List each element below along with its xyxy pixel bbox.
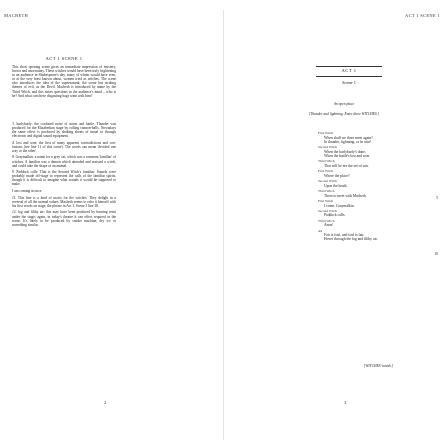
verse-line: That will be ere the set of sun. xyxy=(324,163,369,168)
speaker-name: Second Witch xyxy=(318,144,337,149)
act-rule-bottom xyxy=(316,76,382,77)
verse-line: Hover through the fog and filthy air. xyxy=(324,237,378,242)
act-title: ACT 1 xyxy=(341,68,357,73)
speech xyxy=(318,132,428,144)
speaker-name: First Witch xyxy=(318,168,334,173)
note-text: This line is a kind of motto for the witches. They delight in a reversal of all the normal values. Macbeth seems to echo it himself with his first words on stage, the phrase in Act 1, Scene 3 line 38. xyxy=(12,195,116,208)
page-number: 3 xyxy=(344,400,347,405)
speech xyxy=(318,180,428,188)
verse-line: When shall we three meet again? xyxy=(324,135,373,140)
speaker-name: Third Witch xyxy=(318,188,335,193)
note-ref: 8. xyxy=(12,155,15,160)
speaker-name: All xyxy=(318,228,323,233)
exit-stage-direction: [WITCHES vanish.] xyxy=(364,364,394,368)
running-head: ACT 1 SCENE 1 xyxy=(405,13,440,18)
note-text: This short opening scene gives an immediate impression of mystery, horror and uncertainty. These witches would have been truly frightening to an audience in Shakespeare's day, many of whom would have seen, or at the very least known about, women tried as witches. The scene also introduces the idea of the supernatural; the scene has striking themes of evil, as the Devil. Macbeth is introduced by name by the Third Witch, and this raises questions in the audience's mind – who is he? And what can these disgusting hags want with him? xyxy=(12,65,116,98)
scene-title: Scene 1 xyxy=(342,80,356,85)
commentary-note xyxy=(12,196,116,208)
speech xyxy=(318,220,428,228)
speech xyxy=(318,210,428,218)
line-number: 10 xyxy=(434,252,438,256)
verse-line: There to meet with Macbeth. xyxy=(324,193,367,198)
speech xyxy=(318,170,428,178)
note-ref: 12. xyxy=(12,210,17,215)
speech xyxy=(318,230,428,242)
commentary-note xyxy=(12,210,116,226)
location-direction: An open place xyxy=(333,102,355,106)
commentary-note xyxy=(12,122,116,138)
note-text: hurlyburly: the confused noise of storm and battle. Thunder was produced for the Elizabethan stage by rolling cannon-balls. Nowadays the same effect is produced by shaking sheets of metal or through electronic and digital sound equipment. xyxy=(12,121,117,139)
commentary-note xyxy=(12,65,116,98)
note-ref: 4. xyxy=(12,140,15,145)
note-ref: 3. xyxy=(12,121,15,126)
note-ref: 11. xyxy=(12,195,17,200)
commentary-note xyxy=(12,170,116,186)
verse-line: In thunder, lightning, or in rain? xyxy=(324,139,372,144)
verse-line: When the battle's lost and won. xyxy=(324,153,371,158)
act-rule-top xyxy=(316,66,382,67)
commentary-note xyxy=(12,141,116,153)
speaker-name: First Witch xyxy=(318,131,334,135)
note-text: I am coming at once. xyxy=(12,189,43,194)
verse-line: Fair is foul, and foul is fair, xyxy=(324,233,365,238)
speaker-name: Second Witch xyxy=(318,178,337,183)
commentary-note xyxy=(12,155,116,167)
note-text: Paddock calls: That is the Second Witch's familiar. Sounds were probably made off-stage to represent the calls of the familiar spirits, though it is difficult to imagine what sounds it would be supposed to make. xyxy=(12,170,116,187)
commentary-column xyxy=(12,56,116,229)
line-number: 5 xyxy=(436,196,438,200)
right-page xyxy=(224,0,448,448)
commentary-heading: ACT 1 SCENE 1 xyxy=(45,56,83,61)
verse-line: I come, Graymalkin. xyxy=(324,203,355,208)
note-text: fog and filthy air: this may have been produced by burning resin under the stage; again, in today's theatre it can effect required in the scene. It's likely to be produced by smoke machine, dry ice or something similar. xyxy=(12,210,116,227)
running-head: MACBETH xyxy=(4,13,29,18)
speech xyxy=(318,200,428,208)
verse-line: Where the place? xyxy=(324,173,350,178)
speech xyxy=(318,160,428,168)
page-number: 2 xyxy=(104,400,107,405)
speaker-name: Second Witch xyxy=(318,208,337,213)
speech xyxy=(318,146,428,158)
commentary-note xyxy=(12,189,116,193)
note-text: Graymalkin: a name for a grey cat, which was a common 'familiar' of witches. A familiar was a demon which attended and assisted a witch, and could take the shape of an animal. xyxy=(12,155,116,168)
script-text xyxy=(318,132,428,244)
note-text: lost and won: the first of many apparent contradictions and con-fusions (see line 11 of this scene). The words can mean 'decided one way or the other'. xyxy=(12,140,117,153)
speaker-name: Third Witch xyxy=(318,158,335,163)
verse-line: Paddock calls. xyxy=(324,213,346,218)
verse-line: Upon the heath. xyxy=(324,183,348,188)
opening-stage-direction: [Thunder and lightning. Enter three WITCHES.] xyxy=(308,112,380,116)
note-ref: 9. xyxy=(12,170,15,175)
speech xyxy=(318,190,428,198)
speaker-name: Third Witch xyxy=(318,218,335,223)
verse-line: When the hurlyburly's done, xyxy=(324,149,366,154)
speaker-name: First Witch xyxy=(318,198,334,203)
verse-line: Anon! xyxy=(324,223,334,228)
